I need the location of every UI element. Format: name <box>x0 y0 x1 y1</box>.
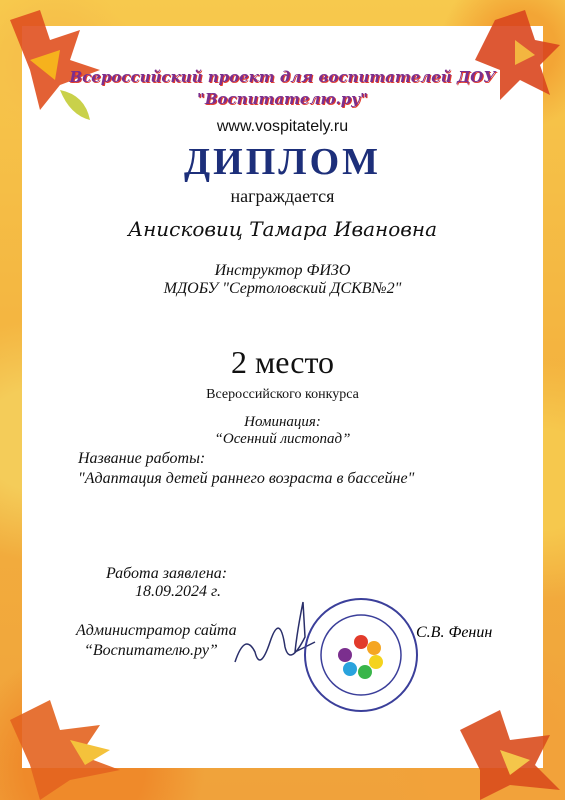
recipient-name: Анисковиц Тамара Ивановна <box>127 217 438 241</box>
admin-label: Администратор сайта <box>76 622 237 639</box>
awarded-text: награждается <box>230 186 335 206</box>
autumn-leaf-bottom-right-icon <box>430 680 565 800</box>
website-url: www.vospitately.ru <box>216 118 349 135</box>
admin-site-name: “Воспитателю.ру” <box>84 642 218 659</box>
place-award: 2 место <box>230 344 334 380</box>
project-name: "Воспитателю.ру" <box>197 90 368 108</box>
contest-label: Всероссийского конкурса <box>206 387 359 402</box>
work-title-label: Название работы: <box>78 450 206 467</box>
work-title-value: "Адаптация детей раннего возраста в бассейне" <box>78 470 415 487</box>
declared-date: 18.09.2024 г. <box>135 583 222 600</box>
signer-name: С.В. Фенин <box>416 624 493 641</box>
autumn-leaf-top-left-icon <box>0 0 120 130</box>
recipient-organization: МДОБУ "Сертоловский ДСКВ№2" <box>163 280 402 297</box>
declared-label: Работа заявлена: <box>106 565 228 582</box>
project-line: Всероссийский проект для воспитателей ДОУ <box>69 68 496 86</box>
autumn-leaf-bottom-left-icon <box>0 680 150 800</box>
recipient-position: Инструктор ФИЗО <box>214 262 351 279</box>
nomination-value: “Осенний листопад” <box>214 431 351 447</box>
diploma-title: ДИПЛОМ <box>184 141 381 183</box>
nomination-label: Номинация: <box>244 414 321 430</box>
official-stamp <box>302 596 420 714</box>
